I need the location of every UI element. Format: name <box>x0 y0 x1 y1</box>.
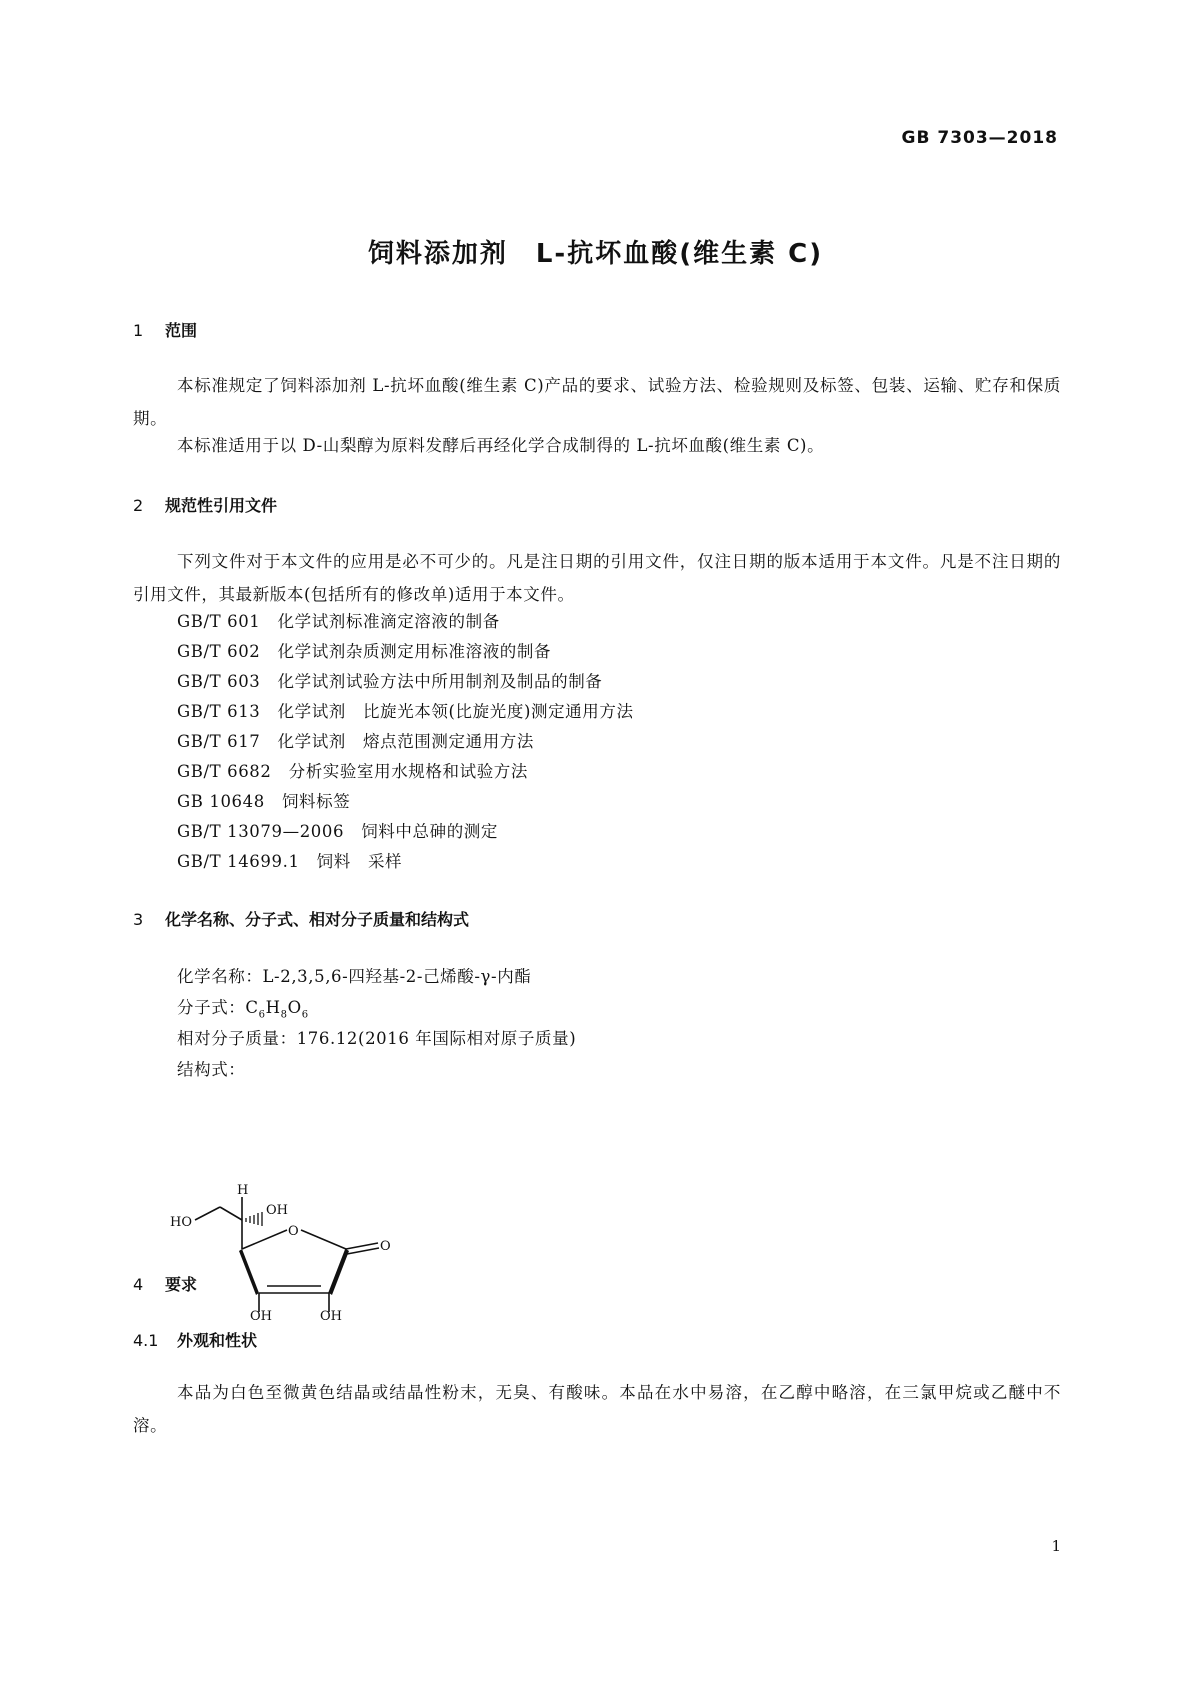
double-bond <box>347 1248 379 1254</box>
formula-subscript-c: 6 <box>258 1009 266 1021</box>
appearance-paragraph: 本品为白色至微黄色结晶或结晶性粉末，无臭、有酸味。本品在水中易溶，在乙醇中略溶，在三氯甲烷或乙醚中不溶。 <box>133 1383 1061 1435</box>
reference-item: GB/T 602 化学试剂杂质测定用标准溶液的制备 <box>177 642 552 661</box>
reference-item: GB/T 601 化学试剂标准滴定溶液的制备 <box>177 612 500 631</box>
bond <box>242 1230 287 1249</box>
atom-label-o-carbonyl: O <box>380 1239 391 1254</box>
formula-element-c: C <box>245 998 259 1017</box>
section-number: 4 <box>133 1275 144 1294</box>
reference-item: GB/T 6682 分析实验室用水规格和试验方法 <box>177 762 529 781</box>
section-title: 化学名称、分子式、相对分子质量和结构式 <box>165 910 470 929</box>
bond <box>301 1230 346 1249</box>
document-number: GB 7303—2018 <box>901 128 1058 148</box>
hashed-wedge-bond <box>246 1212 262 1226</box>
bond <box>195 1207 220 1220</box>
scope-paragraph-1: 本标准规定了饲料添加剂 L-抗坏血酸(维生素 C)产品的要求、试验方法、检验规则及标签、包装、运输、贮存和保质期。 <box>133 376 1061 428</box>
structure-label: 结构式： <box>177 1060 246 1079</box>
chemical-name: 化学名称：L-2,3,5,6-四羟基-2-己烯酸-γ-内酯 <box>177 967 532 986</box>
section-title: 范围 <box>165 321 198 340</box>
wedge-bond <box>239 1249 259 1295</box>
references-intro: 下列文件对于本文件的应用是必不可少的。凡是注日期的引用文件，仅注日期的版本适用于本文件。凡是不注日期的引用文件，其最新版本(包括所有的修改单)适用于本文件。 <box>133 552 1061 604</box>
section-number: 3 <box>133 910 144 929</box>
bond <box>346 1243 378 1249</box>
formula-subscript-h: 8 <box>280 1009 288 1021</box>
ascorbic-acid-structure <box>170 1172 410 1322</box>
atom-label-oh: OH <box>266 1203 288 1218</box>
molecular-formula <box>177 994 309 1020</box>
section-1-heading <box>133 318 197 341</box>
bond <box>220 1207 242 1220</box>
atom-label-oh: OH <box>320 1309 342 1322</box>
reference-item: GB/T 603 化学试剂试验方法中所用制剂及制品的制备 <box>177 672 603 691</box>
scope-paragraph-2: 本标准适用于以 D-山梨醇为原料发酵后再经化学合成制得的 L-抗坏血酸(维生素 C)。 <box>177 436 825 455</box>
atom-label-o-ring: O <box>288 1224 299 1239</box>
section-4-heading <box>133 1272 197 1295</box>
section-title: 外观和性状 <box>177 1331 258 1350</box>
section-title: 要求 <box>165 1275 198 1294</box>
section-4-1-heading <box>133 1328 257 1351</box>
molecular-mass: 相对分子质量：176.12(2016 年国际相对原子质量) <box>177 1029 577 1048</box>
formula-label: 分子式： <box>177 998 246 1017</box>
reference-item: GB/T 14699.1 饲料 采样 <box>177 852 403 871</box>
section-2-heading <box>133 493 277 516</box>
section-number: 4.1 <box>133 1331 159 1350</box>
section-number: 1 <box>133 321 144 340</box>
page-number: 1 <box>1051 1537 1061 1555</box>
atom-label-oh: OH <box>250 1309 272 1322</box>
section-number: 2 <box>133 496 144 515</box>
reference-item: GB/T 13079—2006 饲料中总砷的测定 <box>177 822 498 841</box>
document-title: 饲料添加剂 L-抗坏血酸(维生素 C) <box>367 239 824 269</box>
reference-item: GB 10648 饲料标签 <box>177 792 351 811</box>
section-3-heading <box>133 907 469 930</box>
reference-item: GB/T 613 化学试剂 比旋光本领(比旋光度)测定通用方法 <box>177 702 634 721</box>
formula-element-h: H <box>265 998 281 1017</box>
wedge-bond <box>329 1249 349 1295</box>
formula-element-o: O <box>287 998 302 1017</box>
atom-label-ho: HO <box>170 1215 192 1230</box>
reference-item: GB/T 617 化学试剂 熔点范围测定通用方法 <box>177 732 535 751</box>
section-title: 规范性引用文件 <box>165 496 278 515</box>
atom-label-h: H <box>237 1183 249 1198</box>
formula-subscript-o: 6 <box>301 1009 309 1021</box>
